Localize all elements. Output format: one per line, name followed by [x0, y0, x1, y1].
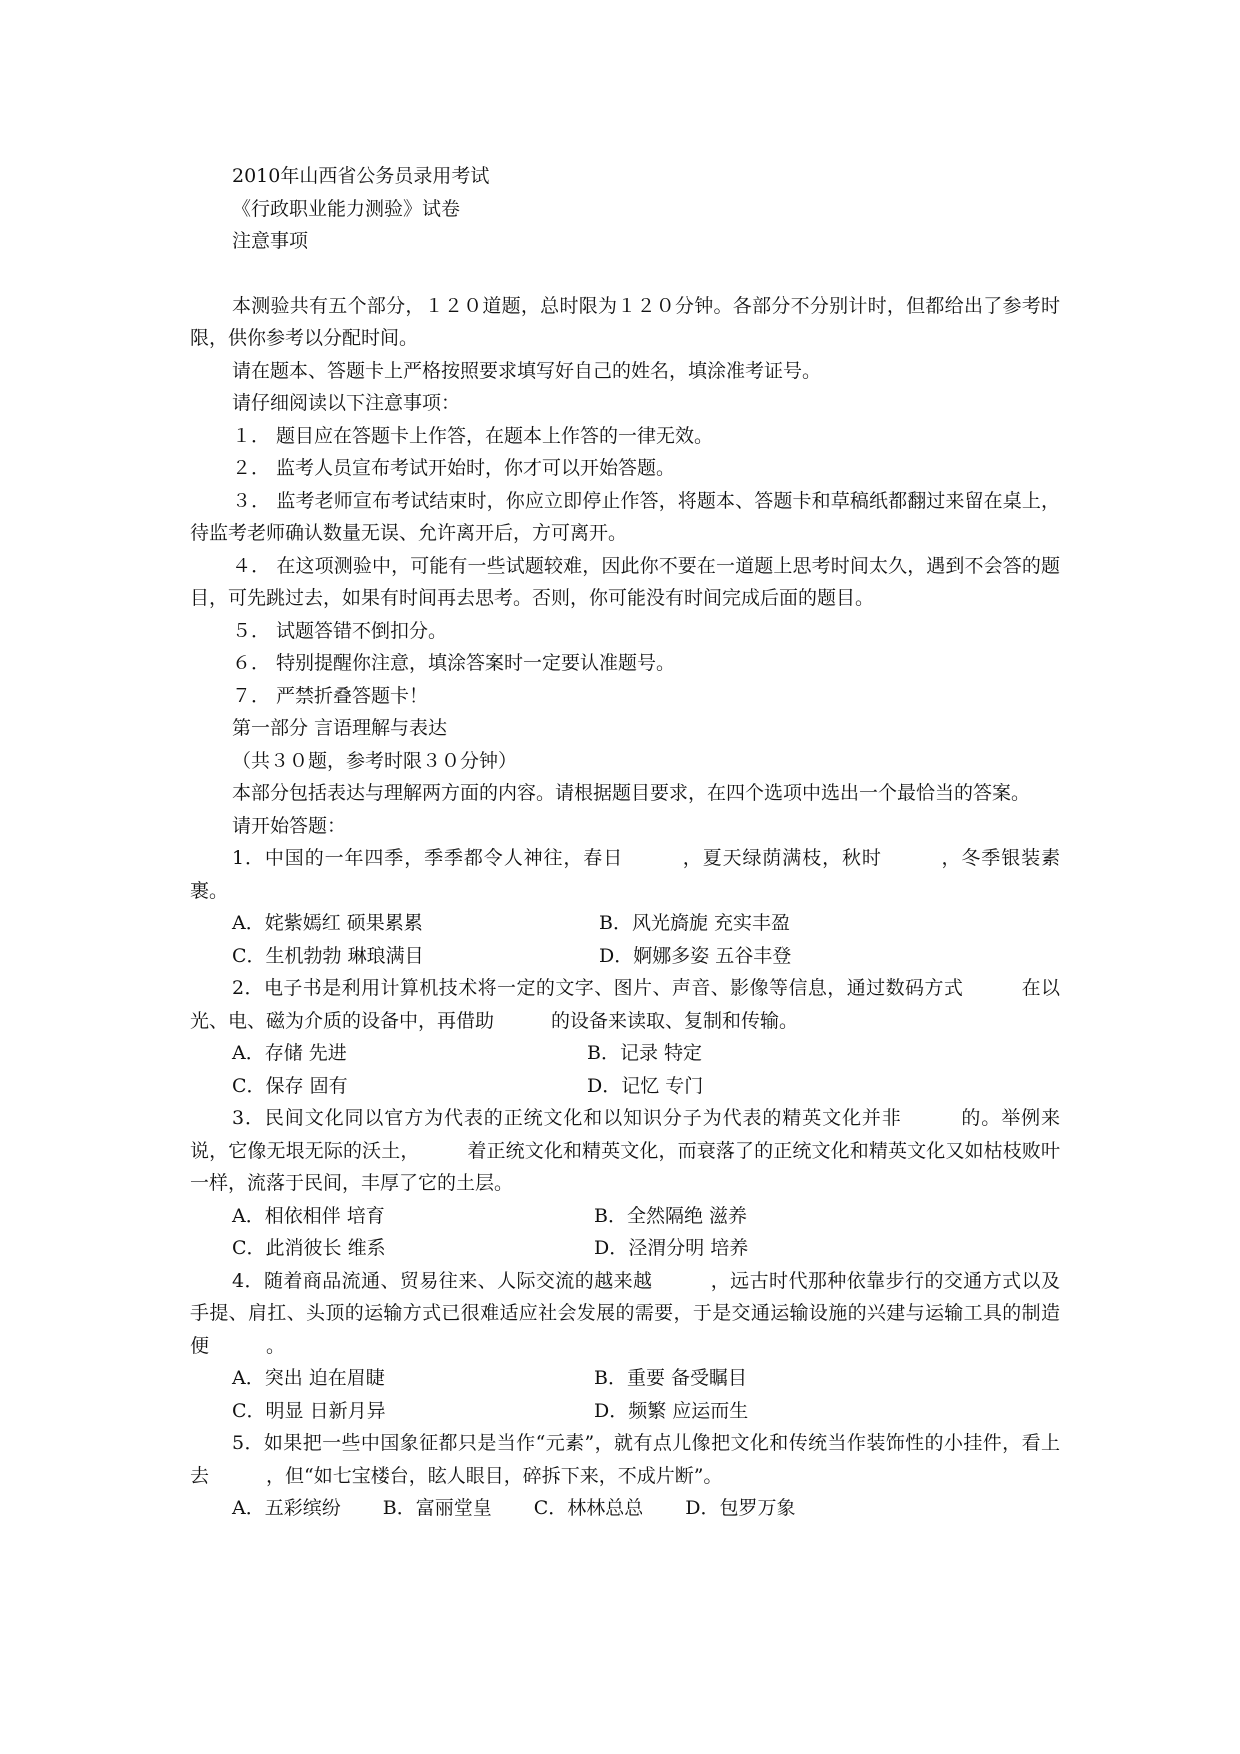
option-row: [190, 907, 1060, 940]
option: C．此消彼长 维系: [232, 1237, 386, 1259]
question-text: 4．随着商品流通、贸易往来、人际交流的越来越 ，远古时代那种依靠步行的交通方式以及手提、肩扛、头顶的运输方式已很难适应社会发展的需要，于是交通运输设施的兴建与运输工具的制造便 。: [190, 1269, 1060, 1357]
section-description: 本部分包括表达与理解两方面的内容。请根据题目要求，在四个选项中选出一个最恰当的答案。: [232, 782, 1031, 804]
option: D．记忆 专门: [587, 1074, 704, 1097]
notice-item: ７． 严禁折叠答题卡！: [232, 684, 429, 707]
option: B．富丽堂皇: [382, 1497, 492, 1519]
option: C．生机勃勃 琳琅满目: [232, 944, 424, 967]
question-text: 1．中国的一年四季，季季都令人神往，春日 ，夏天绿荫满枝，秋时 ，冬季银装素裹。: [190, 847, 1060, 902]
intro-paragraph: 本测验共有五个部分，１２０道题，总时限为１２０分钟。各部分不分别计时，但都给出了参考时限，供你参考以分配时间。: [190, 294, 1060, 349]
notice-item: ２． 监考人员宣布考试开始时，你才可以开始答题。: [232, 457, 676, 479]
option: D．频繁 应运而生: [594, 1399, 749, 1422]
option: D．包罗万象: [685, 1497, 796, 1519]
option: D．泾渭分明 培养: [594, 1237, 749, 1259]
intro-paragraph: 请仔细阅读以下注意事项：: [232, 392, 461, 414]
option: B．风光旖旎 充实丰盈: [599, 912, 791, 934]
option: A．姹紫嫣红 硕果累累: [232, 912, 423, 934]
option: A．五彩缤纷: [232, 1497, 341, 1519]
section-start: 请开始答题：: [232, 814, 347, 837]
option-row: [190, 1362, 1060, 1395]
option: D．婀娜多姿 五谷丰登: [599, 944, 792, 967]
section-title: 第一部分 言语理解与表达: [232, 717, 448, 739]
exam-subtitle: 《行政职业能力测验》试卷: [232, 197, 461, 220]
option: C．林林总总: [533, 1497, 644, 1519]
option: A．突出 迫在眉睫: [232, 1367, 385, 1389]
notice-item: ６． 特别提醒你注意，填涂答案时一定要认准题号。: [232, 652, 676, 674]
exam-title: 2010年山西省公务员录用考试: [232, 165, 490, 187]
option-row: [190, 1492, 1060, 1525]
notice-item: ５． 试题答错不倒扣分。: [232, 619, 448, 642]
option-row: [190, 1070, 1060, 1103]
notice-heading: 注意事项: [232, 230, 309, 252]
option: A．相依相伴 培育: [232, 1204, 385, 1227]
option: B．重要 备受瞩目: [594, 1367, 748, 1389]
option: C．保存 固有: [232, 1074, 348, 1097]
question-text: 5．如果把一些中国象征都只是当作“元素”，就有点儿像把文化和传统当作装饰性的小挂件，看上去 ，但“如七宝楼台，眩人眼目，碎拆下来，不成片断”。: [190, 1432, 1060, 1487]
notice-item: １． 题目应在答题卡上作答，在题本上作答的一律无效。: [232, 424, 714, 447]
option: B．全然隔绝 滋养: [594, 1204, 748, 1227]
question-text: 2．电子书是利用计算机技术将一定的文字、图片、声音、影像等信息，通过数码方式 在以光、电、磁为介质的设备中，再借助 的设备来读取、复制和传输。: [190, 977, 1060, 1032]
intro-paragraph: 请在题本、答题卡上严格按照要求填写好自己的姓名，填涂准考证号。: [232, 359, 822, 382]
spacer: [190, 258, 1060, 290]
document-page: [190, 160, 1060, 1525]
option-row: [190, 1200, 1060, 1233]
section-limit: （共３０题，参考时限３０分钟）: [232, 749, 518, 772]
notice-item: ３． 监考老师宣布考试结束时，你应立即停止作答，将题本、答题卡和草稿纸都翻过来留在桌上，待监考老师确认数量无误、允许离开后，方可离开。: [190, 489, 1060, 544]
option: B．记录 特定: [587, 1042, 703, 1064]
option-row: [190, 1037, 1060, 1070]
option-row: [190, 1395, 1060, 1428]
option: A．存储 先进: [232, 1042, 347, 1064]
option-row: [190, 1232, 1060, 1265]
notice-item: ４． 在这项测验中，可能有一些试题较难，因此你不要在一道题上思考时间太久，遇到不会答的题目，可先跳过去，如果有时间再去思考。否则，你可能没有时间完成后面的题目。: [190, 554, 1060, 609]
question-text: 3．民间文化同以官方为代表的正统文化和以知识分子为代表的精英文化并非 的。举例来说，它像无垠无际的沃土， 着正统文化和精英文化，而衰落了的正统文化和精英文化又如枯枝败叶一样，流落于民间，丰厚了它的土层。: [190, 1107, 1060, 1194]
option: C．明显 日新月异: [232, 1399, 386, 1422]
option-row: [190, 940, 1060, 973]
